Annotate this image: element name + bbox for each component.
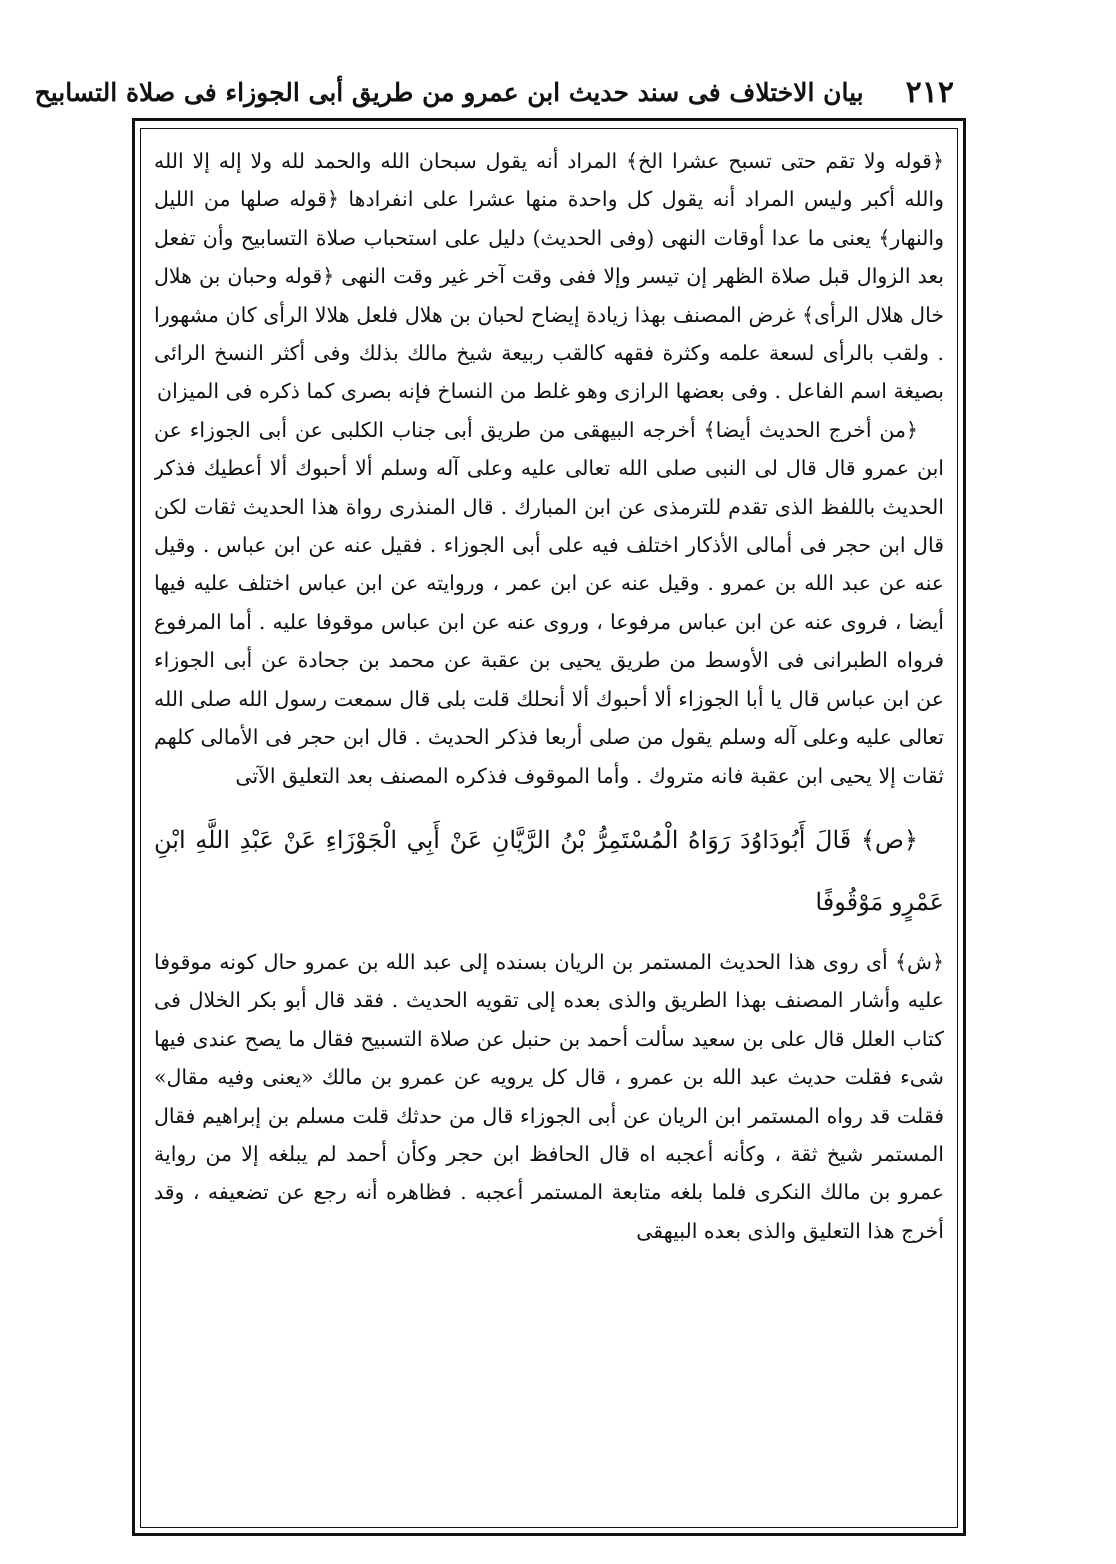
takhrij-paragraph: ﴿من أخرج الحديث أيضا﴾ أخرجه البيهقى من طريق أبى جناب الكلبى عن أبى الجوزاء عن ابن عمرو قال قال لى النبى صلى الله تعالى عليه وعلى آله وسلم ألا أحبوك ألا أعطيك فذكر الحديث باللفظ الذى تقدم للترمذى عن ابن المبارك . قال المنذرى رواة هذا الحديث ثقات لكن قال ابن حجر فى أمالى الأذكار اختلف فيه على أبى الجوزاء . فقيل عنه عن ابن عباس . وقيل عنه عن عبد الله بن عمرو . وقيل عنه عن ابن عمر ، وروايته عن ابن عباس اختلف عليه فيها أيضا ، فروى عنه عن ابن عباس مرفوعا ، وروى عنه عن ابن عباس موقوفا عليه . أما المرفوع فرواه الطبرانى فى الأوسط من طريق يحيى بن عقبة عن محمد بن جحادة عن أبى الجوزاء عن ابن عباس قال يا أبا الجوزاء ألا أحبوك ألا أنحلك قلت بلى قال سمعت رسول الله صلى الله تعالى عليه وعلى آله وسلم يقول من صلى أربعا فذكر الحديث . قال ابن حجر فى الأمالى كلهم ثقات إلا يحيى ابن عقبة فانه متروك . وأما الموقوف فذكره المصنف بعد التعليق الآتى bbox=[154, 417, 944, 788]
commentary-paragraph: ﴿قوله ولا تقم حتى تسبح عشرا الخ﴾ المراد أنه يقول سبحان الله والحمد لله ولا إله إلا الله والله أكبر وليس المراد أنه يقول كل واحدة منها عشرا على انفرادها ﴿قوله صلها من الليل والنهار﴾ يعنى ما عدا أوقات النهى (وفى الحديث) دليل على استحباب صلاة التسابيح وأن تفعل بعد الزوال قبل صلاة الظهر إن تيسر وإلا ففى وقت آخر غير وقت النهى ﴿قوله وحبان بن هلال خال هلال الرأى﴾ غرض المصنف بهذا زيادة إيضاح لحبان بن هلال فلعل هلالا الرأى كان مشهورا . ولقب بالرأى لسعة علمه وكثرة فقهه كالقب ربيعة شيخ مالك بذلك وفى أكثر النسخ الرائى بصيغة اسم الفاعل . وفى بعضها الرازى وهو غلط من النساخ فإنه بصرى كما ذكره فى الميزان bbox=[154, 149, 944, 404]
running-title: بيان الاختلاف فى سند حديث ابن عمرو من طريق أبى الجوزاء فى صلاة التسابيح bbox=[34, 77, 864, 107]
page-number: ٢١٢ bbox=[905, 74, 954, 110]
running-header bbox=[34, 68, 960, 116]
page-body bbox=[154, 142, 944, 1522]
sharh-paragraph: ﴿ش﴾ أى روى هذا الحديث المستمر بن الريان بسنده إلى عبد الله بن عمرو حال كونه موقوفا عليه وأشار المصنف بهذا الطريق والذى بعده إلى تقويه الحديث . فقد قال أبو بكر الخلال فى كتاب العلل قال على بن سعيد سألت أحمد بن حنبل عن صلاة التسبيح فقال ما يصح عندى فيها شىء فقلت حديث عبد الله بن عمرو ، قال كل يرويه عن عمرو بن مالك «يعنى وفيه مقال» فقلت قد رواه المستمر ابن الريان عن أبى الجوزاء قال من حدثك قلت مسلم بن إبراهيم فقال المستمر شيخ ثقة ، وكأنه أعجبه اه قال الحافظ ابن حجر وكأن أحمد لم يبلغه إلا من رواية عمرو بن مالك النكرى فلما بلغه متابعة المستمر أعجبه . فظاهره أنه رجع عن تضعيفه ، وقد أخرج هذا التعليق والذى بعده البيهقى bbox=[154, 949, 944, 1243]
matn-paragraph: ﴿ص﴾ قَالَ أَبُودَاوُدَ رَوَاهُ الْمُسْتَمِرُّ بْنُ الرَّيَّانِ عَنْ أَبِي الْجَوْزَاءِ عَنْ عَبْدِ اللَّهِ ابْنِ عَمْرٍو مَوْقُوفًا bbox=[154, 825, 944, 916]
